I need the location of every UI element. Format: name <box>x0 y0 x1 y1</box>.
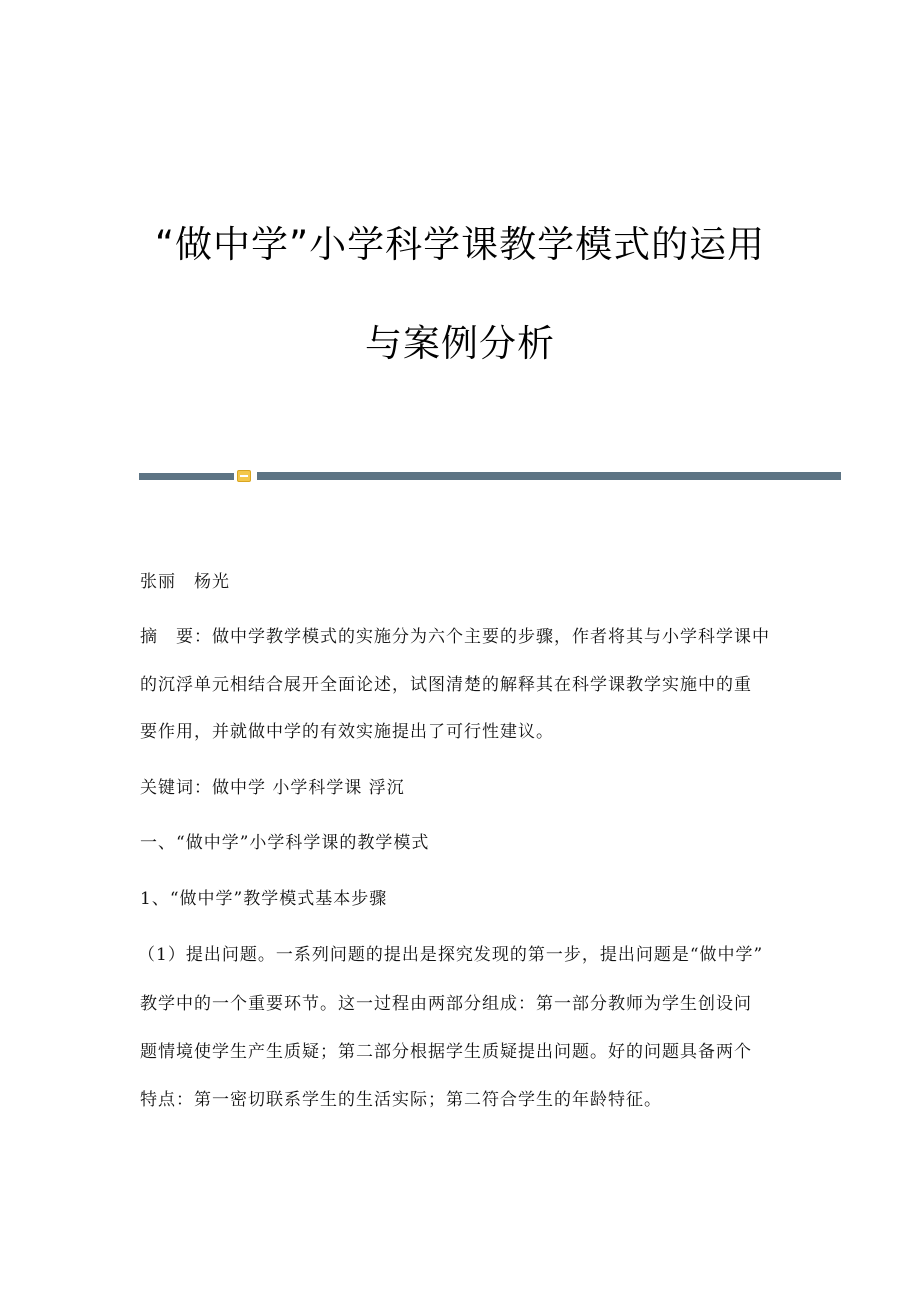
paragraph-line-1: （1）提出问题。一系列问题的提出是探究发现的第一步，提出问题是“做中学” <box>138 945 764 965</box>
paragraph-line-3: 题情境使学生产生质疑；第二部分根据学生质疑提出问题。好的问题具备两个 <box>140 1042 752 1062</box>
paragraph-line-2: 教学中的一个重要环节。这一过程由两部分组成：第一部分教师为学生创设问 <box>140 994 752 1014</box>
paragraph-line-4: 特点：第一密切联系学生的生活实际；第二符合学生的年龄特征。 <box>140 1090 662 1110</box>
abstract-line-2: 的沉浮单元相结合展开全面论述，试图清楚的解释其在科学课教学实施中的重 <box>140 675 752 695</box>
title-divider <box>139 470 841 482</box>
title-line-2: 与案例分析 <box>365 322 555 365</box>
divider-bar-right <box>257 472 841 480</box>
keywords: 关键词：做中学 小学科学课 浮沉 <box>140 778 405 798</box>
abstract-line-3: 要作用，并就做中学的有效实施提出了可行性建议。 <box>140 722 554 742</box>
abstract-line-1: 摘 要：做中学教学模式的实施分为六个主要的步骤，作者将其与小学科学课中 <box>140 627 770 647</box>
section-heading: 一、“做中学”小学科学课的教学模式 <box>140 833 430 853</box>
authors: 张丽 杨光 <box>140 572 230 592</box>
divider-bar-left <box>139 473 234 480</box>
title-line-1: “做中学”小学科学课教学模式的运用 <box>154 223 766 266</box>
subsection-heading: 1、“做中学”教学模式基本步骤 <box>140 889 388 909</box>
divider-ornament-icon <box>237 470 251 482</box>
